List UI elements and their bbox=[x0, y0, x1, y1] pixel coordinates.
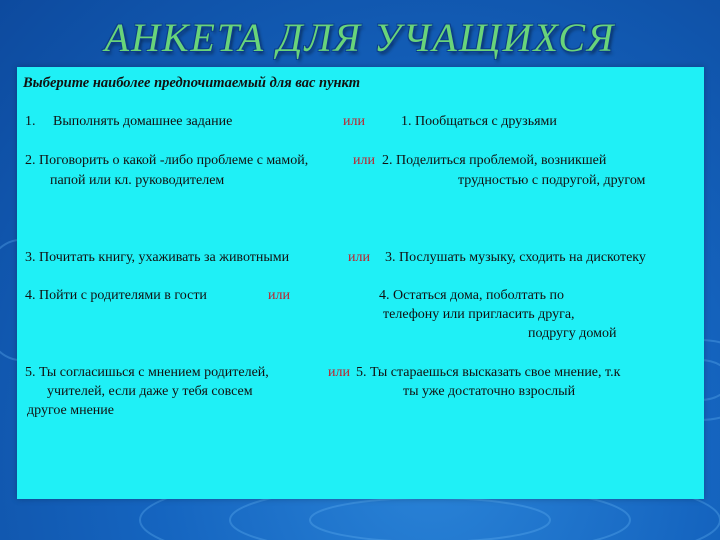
item-1-left-option: Выполнять домашнее задание bbox=[53, 114, 233, 129]
item-4-left-option: 4. Пойти с родителями в гости bbox=[25, 288, 207, 303]
item-5-or: или bbox=[328, 365, 350, 380]
item-4-right-option-line-3: подругу домой bbox=[528, 326, 617, 341]
item-5-left-option-line-1: 5. Ты согласишься с мнением родителей, bbox=[25, 365, 269, 380]
questionnaire-panel bbox=[17, 67, 704, 499]
slide-title: АНКЕТА ДЛЯ УЧАЩИХСЯ bbox=[104, 15, 616, 60]
item-2-or: или bbox=[353, 153, 375, 168]
instruction-text: Выберите наиболее предпочитаемый для вас пункт bbox=[23, 75, 360, 91]
item-2-left-option-line-2: папой или кл. руководителем bbox=[50, 173, 225, 188]
item-1-or: или bbox=[343, 114, 365, 129]
item-4-right-option-line-1: 4. Остаться дома, поболтать по bbox=[379, 288, 565, 303]
item-5-right-option-line-2: ты уже достаточно взрослый bbox=[403, 384, 576, 399]
item-3-right-option: 3. Послушать музыку, сходить на дискотеку bbox=[385, 250, 646, 265]
item-3-or: или bbox=[348, 250, 370, 265]
item-5-left-option-line-2: учителей, если даже у тебя совсем bbox=[47, 384, 253, 399]
item-1-right-option: 1. Пообщаться с друзьями bbox=[401, 114, 557, 129]
item-1-number: 1. bbox=[25, 114, 36, 129]
item-5-left-option-line-3: другое мнение bbox=[27, 403, 114, 418]
item-5-right-option-line-1: 5. Ты стараешься высказать свое мнение, т.к bbox=[356, 365, 621, 380]
item-4-right-option-line-2: телефону или пригласить друга, bbox=[383, 307, 575, 322]
item-3-left-option: 3. Почитать книгу, ухаживать за животными bbox=[25, 250, 290, 265]
item-2-right-option-line-1: 2. Поделиться проблемой, возникшей bbox=[382, 153, 607, 168]
item-2-left-option-line-1: 2. Поговорить о какой -либо проблеме с мамой, bbox=[25, 153, 309, 168]
item-2-right-option-line-2: трудностью с подругой, другом bbox=[458, 173, 646, 188]
item-4-or: или bbox=[268, 288, 290, 303]
